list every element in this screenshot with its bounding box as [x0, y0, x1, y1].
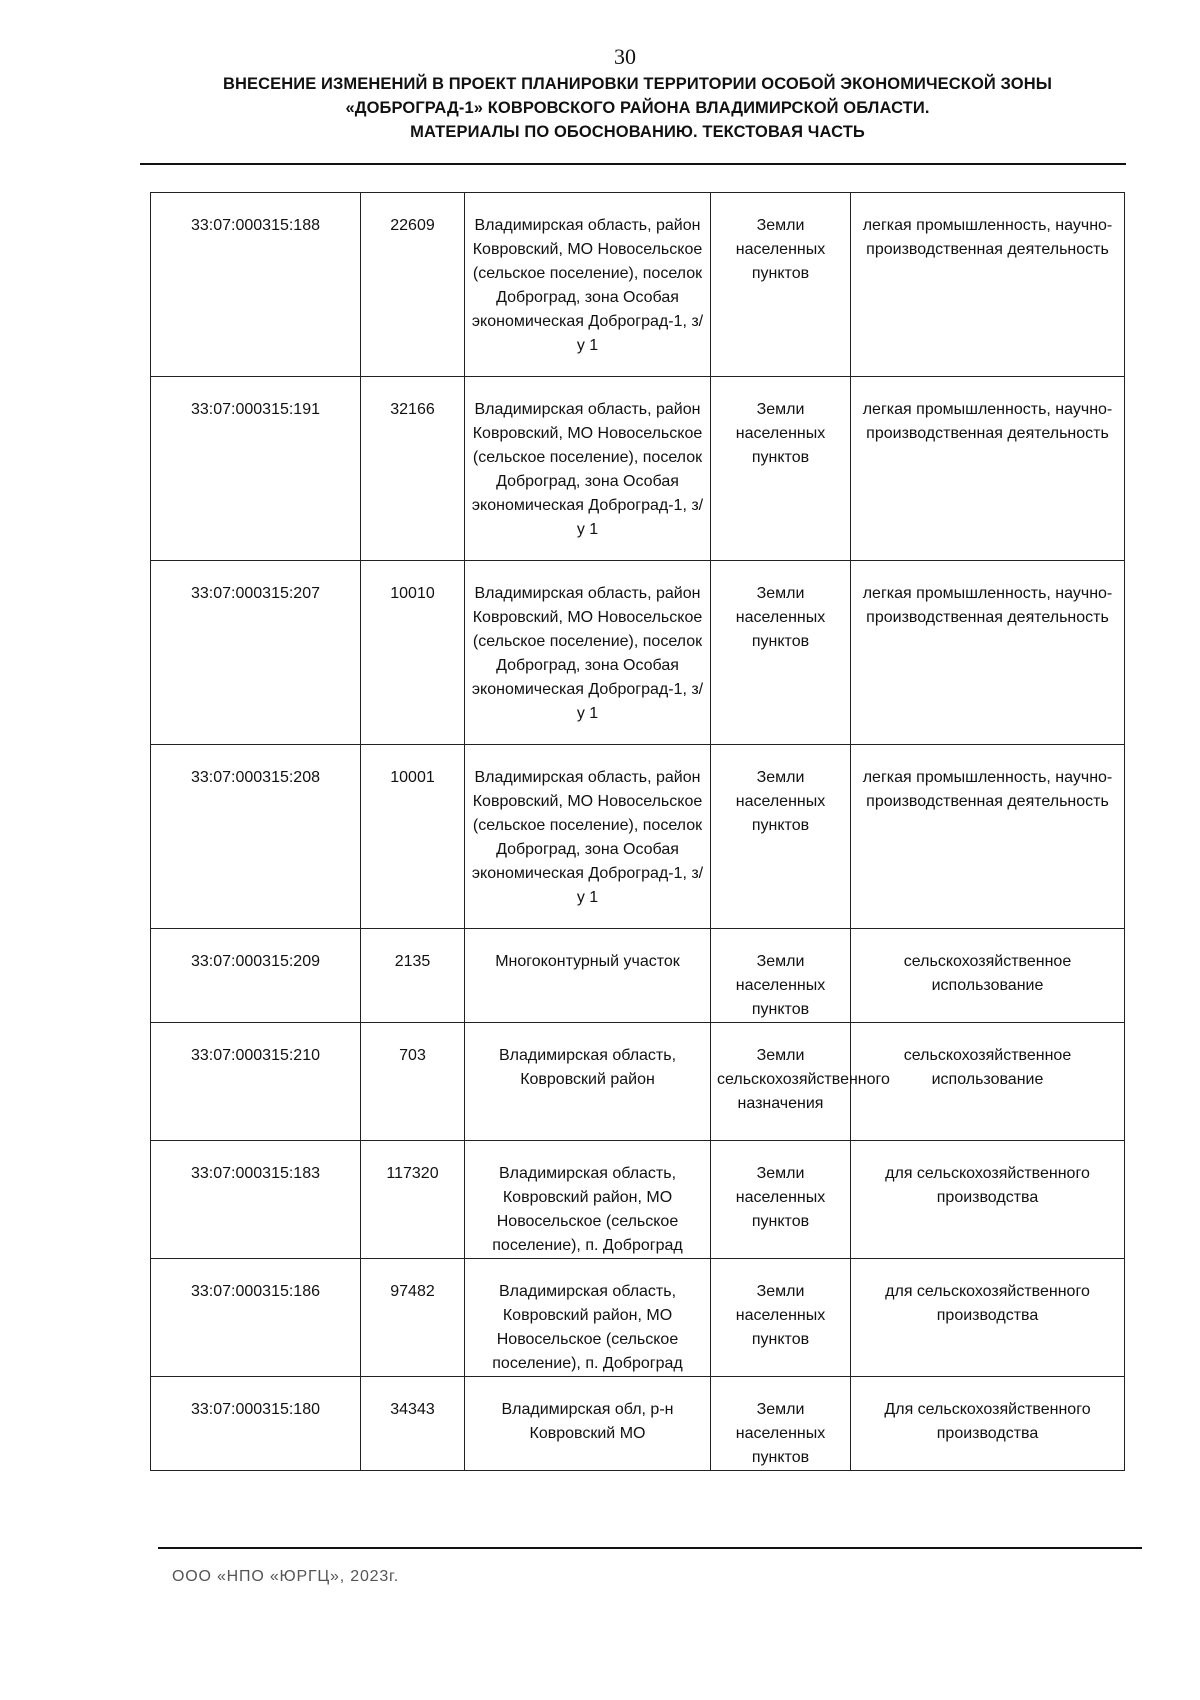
- land-plots-table: [150, 192, 1124, 1471]
- table-row: [151, 929, 1125, 1023]
- plot-address: Владимирская область, Ковровский район: [465, 1023, 711, 1141]
- plot-address: Владимирская область, район Ковровский, МО Новосельское (сельское поселение), поселок Доброград, зона Особая экономическая Доброград-1, з/у 1: [465, 561, 711, 745]
- cadastral-number: 33:07:000315:208: [151, 745, 361, 929]
- footer-company: ООО «НПО «ЮРГЦ», 2023г.: [172, 1568, 399, 1585]
- permitted-use: Для сельскохозяйственного производства: [851, 1377, 1125, 1471]
- permitted-use: сельскохозяйственное использование: [851, 929, 1125, 1023]
- land-category: Земли населенных пунктов: [711, 193, 851, 377]
- cadastral-number: 33:07:000315:183: [151, 1141, 361, 1259]
- cadastral-number: 33:07:000315:209: [151, 929, 361, 1023]
- cadastral-number: 33:07:000315:210: [151, 1023, 361, 1141]
- plot-area: 22609: [361, 193, 465, 377]
- plot-area: 2135: [361, 929, 465, 1023]
- table-row: [151, 561, 1125, 745]
- land-category: Земли населенных пунктов: [711, 1141, 851, 1259]
- permitted-use: для сельскохозяйственного производства: [851, 1259, 1125, 1377]
- permitted-use: для сельскохозяйственного производства: [851, 1141, 1125, 1259]
- table-row: [151, 193, 1125, 377]
- plot-address: Владимирская область, район Ковровский, МО Новосельское (сельское поселение), поселок Доброград, зона Особая экономическая Доброград-1, з/у 1: [465, 193, 711, 377]
- cadastral-number: 33:07:000315:207: [151, 561, 361, 745]
- footer-divider: [158, 1547, 1142, 1549]
- header-line-2: «ДОБРОГРАД-1» КОВРОВСКОГО РАЙОНА ВЛАДИМИРСКОЙ ОБЛАСТИ.: [345, 99, 930, 117]
- permitted-use: легкая промышленность, научно-производственная деятельность: [851, 745, 1125, 929]
- page-number: 30: [614, 44, 636, 69]
- land-category: Земли населенных пунктов: [711, 1259, 851, 1377]
- plot-address: Многоконтурный участок: [465, 929, 711, 1023]
- plot-area: 703: [361, 1023, 465, 1141]
- permitted-use: легкая промышленность, научно-производственная деятельность: [851, 561, 1125, 745]
- plot-area: 117320: [361, 1141, 465, 1259]
- plot-area: 32166: [361, 377, 465, 561]
- table-row: [151, 377, 1125, 561]
- header-line-1: ВНЕСЕНИЕ ИЗМЕНЕНИЙ В ПРОЕКТ ПЛАНИРОВКИ ТЕРРИТОРИИ ОСОБОЙ ЭКОНОМИЧЕСКОЙ ЗОНЫ: [223, 75, 1052, 93]
- plot-address: Владимирская область, Ковровский район, МО Новосельское (сельское поселение), п. Доброград: [465, 1259, 711, 1377]
- table-row: [151, 1259, 1125, 1377]
- plot-address: Владимирская область, Ковровский район, МО Новосельское (сельское поселение), п. Доброград: [465, 1141, 711, 1259]
- document-header: [150, 72, 1125, 144]
- permitted-use: легкая промышленность, научно-производственная деятельность: [851, 377, 1125, 561]
- table-row: [151, 1023, 1125, 1141]
- cadastral-number: 33:07:000315:188: [151, 193, 361, 377]
- plot-area: 10001: [361, 745, 465, 929]
- cadastral-number: 33:07:000315:186: [151, 1259, 361, 1377]
- plot-area: 97482: [361, 1259, 465, 1377]
- permitted-use: сельскохозяйственное использование: [851, 1023, 1125, 1141]
- permitted-use: легкая промышленность, научно-производственная деятельность: [851, 193, 1125, 377]
- land-category: Земли населенных пунктов: [711, 1377, 851, 1471]
- land-category: Земли населенных пунктов: [711, 929, 851, 1023]
- table-row: [151, 1141, 1125, 1259]
- plot-address: Владимирская область, район Ковровский, МО Новосельское (сельское поселение), поселок Доброград, зона Особая экономическая Доброград-1, з/у 1: [465, 745, 711, 929]
- header-divider: [140, 163, 1126, 165]
- plot-area: 10010: [361, 561, 465, 745]
- land-category: Земли населенных пунктов: [711, 561, 851, 745]
- cadastral-number: 33:07:000315:180: [151, 1377, 361, 1471]
- cadastral-number: 33:07:000315:191: [151, 377, 361, 561]
- plot-address: Владимирская обл, р-н Ковровский МО: [465, 1377, 711, 1471]
- land-category: Земли населенных пунктов: [711, 377, 851, 561]
- header-line-3: МАТЕРИАЛЫ ПО ОБОСНОВАНИЮ. ТЕКСТОВАЯ ЧАСТЬ: [410, 123, 865, 141]
- plot-area: 34343: [361, 1377, 465, 1471]
- land-category: Земли населенных пунктов: [711, 745, 851, 929]
- table-row: [151, 1377, 1125, 1471]
- plot-address: Владимирская область, район Ковровский, МО Новосельское (сельское поселение), поселок Доброград, зона Особая экономическая Доброград-1, з/у 1: [465, 377, 711, 561]
- table-row: [151, 745, 1125, 929]
- land-category: Земли сельскохозяйственного назначения: [711, 1023, 851, 1141]
